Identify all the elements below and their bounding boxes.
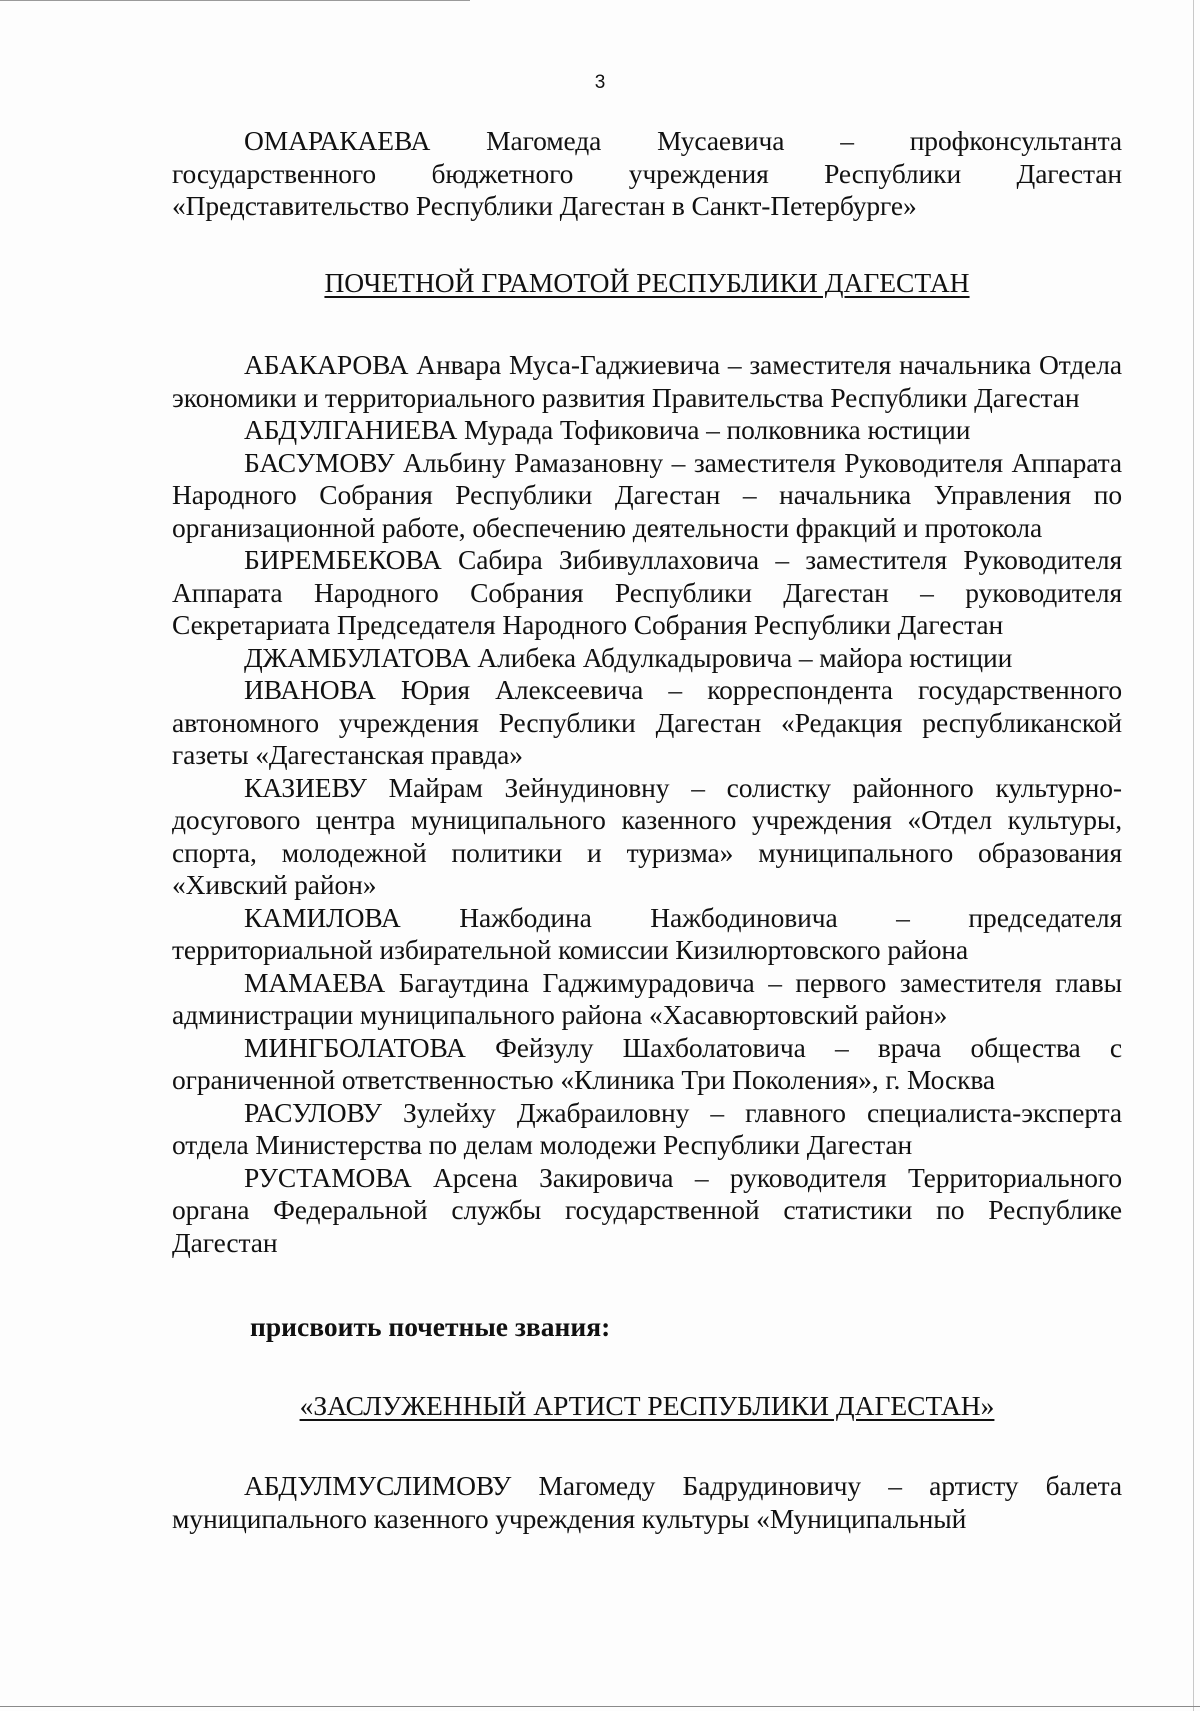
section-heading-honored-artist: «ЗАСЛУЖЕННЫЙ АРТИСТ РЕСПУБЛИКИ ДАГЕСТАН» [299,1389,995,1421]
scan-edge-top [0,0,470,1]
awardee-paragraph: КАЗИЕВУ Майрам Зейнудиновну – солистку районного культурно-досугового центра муниципального казенного учреждения «Отдел культуры, спорта, молодежной политики и туризма» муниципального образования «Хивский район» [172,771,1122,900]
awardee-paragraph: КАМИЛОВА Нажбодина Нажбодиновича – председателя территориальной избирательной комиссии Кизилюртовского района [172,901,1122,965]
last-paragraph: АБДУЛМУСЛИМОВУ Магомеду Бадрудиновичу – артисту балета муниципального казенного учреждения культуры «Муниципальный [172,1470,1122,1534]
awardee-paragraph: АБАКАРОВА Анвара Муса-Гаджиевича – заместителя начальника Отдела экономики и территориального развития Правительства Республики Дагестан [172,349,1122,413]
awardee-paragraph: АБДУЛГАНИЕВА Мурада Тофиковича – полковника юстиции [244,414,971,445]
scan-edge-right [1193,0,1194,1711]
page-number: 3 [594,72,606,93]
intro-paragraph: ОМАРАКАЕВА Магомеда Мусаевича – профконсультанта государственного бюджетного учреждения Республики Дагестан «Представительство Республики Дагестан в Санкт-Петербурге» [172,125,1122,221]
document-body [172,125,1122,1535]
awardee-paragraph: МАМАЕВА Багаутдина Гаджимурадовича – первого заместителя главы администрации муниципального района «Хасавюртовский район» [172,966,1122,1030]
section-heading-honor-certificate: ПОЧЕТНОЙ ГРАМОТОЙ РЕСПУБЛИКИ ДАГЕСТАН [324,266,970,298]
awardee-paragraph: БАСУМОВУ Альбину Рамазановну – заместителя Руководителя Аппарата Народного Собрания Республики Дагестан – начальника Управления по организационной работе, обеспечению деятельности фракций и протокола [172,446,1122,543]
awardee-paragraph: РУСТАМОВА Арсена Закировича – руководителя Территориального органа Федеральной службы государственной статистики по Республике Дагестан [172,1161,1122,1258]
awardee-list [172,349,1122,1259]
scan-edge-bottom [0,1706,1200,1707]
awardee-paragraph: РАСУЛОВУ Зулейху Джабраиловну – главного специалиста-эксперта отдела Министерства по делам молодежи Республики Дагестан [172,1096,1122,1160]
awardee-paragraph: ИВАНОВА Юрия Алексеевича – корреспондента государственного автономного учреждения Республики Дагестан «Редакция республиканской газеты «Дагестанская правда» [172,674,1122,770]
awardee-paragraph: БИРЕМБЕКОВА Сабира Зибивуллаховича – заместителя Руководителя Аппарата Народного Собрания Республики Дагестан – руководителя Секретариата Председателя Народного Собрания Республики Дагестан [172,544,1122,640]
honorary-titles-line: присвоить почетные звания: [250,1311,611,1342]
awardee-paragraph: ДЖАМБУЛАТОВА Алибека Абдулкадыровича – майора юстиции [244,641,1013,673]
awardee-paragraph: МИНГБОЛАТОВА Фейзулу Шахболатовича – врача общества с ограниченной ответственностью «Клиника Три Поколения», г. Москва [172,1031,1122,1095]
